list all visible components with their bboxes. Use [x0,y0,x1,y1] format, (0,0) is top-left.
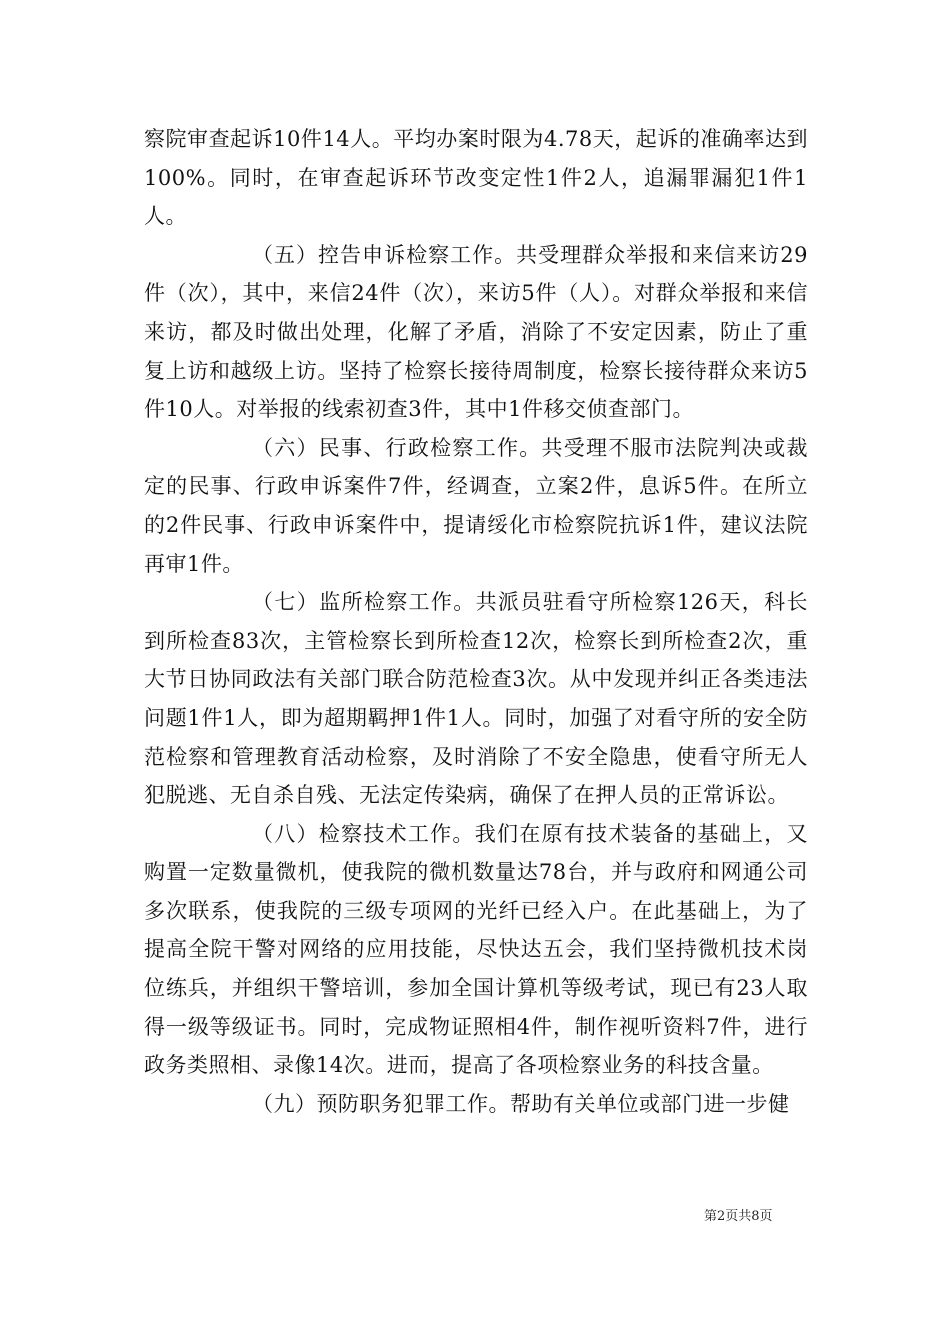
paragraph-continuation: 察院审查起诉10件14人。平均办案时限为4.78天，起诉的准确率达到100%。同时，在审查起诉环节改变定性1件2人，追漏罪漏犯1件1人。 [144,127,808,229]
document-body [144,120,808,1123]
paragraph-section-5: （五）控告申诉检察工作。共受理群众举报和来信来访29件（次），其中，来信24件（次），来访5件（人）。对群众举报和来信来访，都及时做出处理，化解了矛盾，消除了不安定因素，防止了重复上访和越级上访。坚持了检察长接待周制度，检察长接待群众来访5件10人。对举报的线索初查3件，其中1件移交侦查部门。 [144,242,808,422]
paragraph-section-6: （六）民事、行政检察工作。共受理不服市法院判决或裁定的民事、行政申诉案件7件，经调查，立案2件，息诉5件。在所立的2件民事、行政申诉案件中，提请绥化市检察院抗诉1件，建议法院再审1件。 [144,435,808,576]
paragraph-section-9: （九）预防职务犯罪工作。帮助有关单位或部门进一步健 [252,1091,790,1116]
page-number-footer: 第2页共8页 [704,1209,773,1224]
paragraph-section-8: （八）检察技术工作。我们在原有技术装备的基础上，又购置一定数量微机，使我院的微机数量达78台，并与政府和网通公司多次联系，使我院的三级专项网的光纤已经入户。在此基础上，为了提高全院干警对网络的应用技能，尽快达五会，我们坚持微机技术岗位练兵，并组织干警培训，参加全国计算机等级考试，现已有23人取得一级等级证书。同时，完成物证照相4件，制作视听资料7件，进行政务类照相、录像14次。进而，提高了各项检察业务的科技含量。 [144,821,808,1078]
paragraph-section-7: （七）监所检察工作。共派员驻看守所检察126天，科长到所检查83次，主管检察长到所检查12次，检察长到所检查2次，重大节日协同政法有关部门联合防范检查3次。从中发现并纠正各类违法问题1件1人，即为超期羁押1件1人。同时，加强了对看守所的安全防范检察和管理教育活动检察，及时消除了不安全隐患，使看守所无人犯脱逃、无自杀自残、无法定传染病，确保了在押人员的正常诉讼。 [144,590,808,808]
